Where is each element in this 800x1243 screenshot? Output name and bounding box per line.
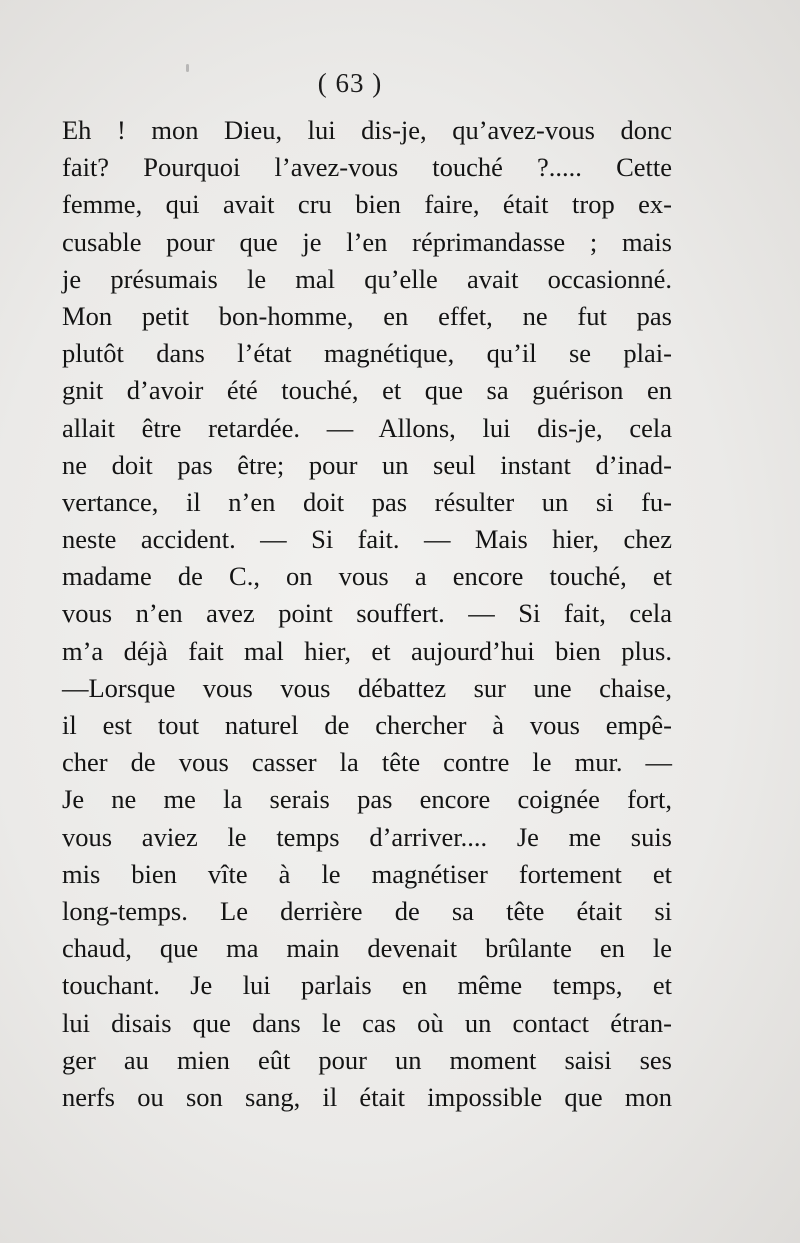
text-line: touchant. Je lui parlais en même temps, et [62, 970, 672, 1001]
text-line: vertance, il n’en doit pas résulter un si fu- [62, 486, 672, 517]
text-line: cusable pour que je l’en réprimandasse ; mais [62, 226, 672, 257]
text-line: ne doit pas être; pour un seul instant d’inad- [62, 449, 672, 480]
text-line: mis bien vîte à le magnétiser fortement et [62, 858, 672, 889]
text-line: il est tout naturel de chercher à vous empê- [62, 710, 672, 740]
text-line: madame de C., on vous a encore touché, et [62, 561, 672, 592]
text-line: nerfs ou son sang, il était impossible que mon [62, 1081, 672, 1112]
text-line: plutôt dans l’état magnétique, qu’il se plai- [62, 338, 672, 369]
text-line: ger au mien eût pour un moment saisi ses [62, 1044, 672, 1075]
text-line: vous aviez le temps d’arriver.... Je me suis [62, 821, 672, 852]
text-line: je présumais le mal qu’elle avait occasionné. [62, 263, 672, 294]
text-line: m’a déjà fait mal hier, et aujourd’hui bien plus. [62, 635, 672, 666]
text-line: femme, qui avait cru bien faire, était trop ex- [62, 189, 672, 220]
text-line: Je ne me la serais pas encore coignée fort, [62, 784, 672, 815]
text-line: gnit d’avoir été touché, et que sa guérison en [62, 375, 672, 406]
text-line: long-temps. Le derrière de sa tête était si [62, 895, 672, 926]
text-line: allait être retardée. — Allons, lui dis-je, cela [62, 412, 672, 443]
text-line: lui disais que dans le cas où un contact étran- [62, 1007, 672, 1038]
text-line: chaud, que ma main devenait brûlante en le [62, 933, 672, 964]
text-line: —Lorsque vous vous débattez sur une chaise, [62, 672, 672, 703]
text-line: cher de vous casser la tête contre le mur. — [62, 747, 672, 778]
text-line: neste accident. — Si fait. — Mais hier, chez [62, 524, 672, 555]
text-line: vous n’en avez point souffert. — Si fait, cela [62, 598, 672, 629]
body-text [62, 112, 672, 1116]
page-number: ( 63 ) [317, 68, 383, 98]
text-line: Mon petit bon-homme, en effet, ne fut pas [62, 300, 672, 331]
text-line: Eh ! mon Dieu, lui dis-je, qu’avez-vous donc [62, 115, 672, 145]
text-line: fait? Pourquoi l’avez-vous touché ?..... Cette [62, 152, 672, 183]
